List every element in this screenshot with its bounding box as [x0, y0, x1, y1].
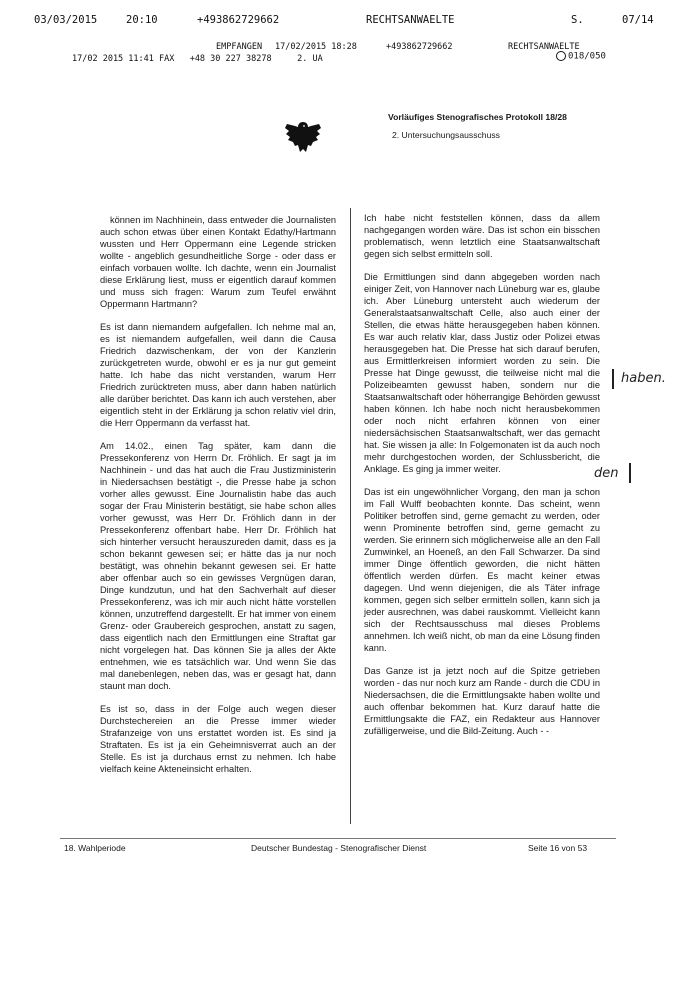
footer-publisher: Deutscher Bundestag - Stenografischer Dienst	[251, 843, 427, 853]
paragraph: Es ist so, dass in der Folge auch wegen dieser Durchstechereien an die Presse immer wieder Strafanzeige von uns erstattet worden ist. Es sind ja Straftaten. Es ist ja ein Geheimnisverrat auch an der Stelle. Es ist ja durchaus ernst zu nehmen. Ich habe vielfach keine Akteneinsicht erhalten.	[100, 704, 336, 774]
paragraph: Das Ganze ist ja jetzt noch auf die Spitze getrieben worden - das nur noch kurz am Rande - durch die CDU in Niedersachsen, die die Ermittlungsakte haben wollte und auch offenbar bekommen hat. Kurz darauf hatte die Ermittlungsakte die FAZ, ein Redakteur aus Hannover zufälligerweise, und die Bild-Zeitung. Auch - -	[364, 666, 600, 736]
paragraph: Die Ermittlungen sind dann abgegeben worden nach einiger Zeit, von Hannover nach Lüneburg war es, glaube ich. Aber Lüneburg untersteht auch wiederum der Generalstaatsanwaltschaft Celle, also auch einer der Stellen, die etwas hätte herausgegeben haben können. Es war auch relativ klar, dass Justiz oder Polizei etwas herausgegeben hat. Die Presse hat sich darauf berufen, aus Ermittlerkreisen informiert worden zu sein. Die Presse hat Dinge gewusst, die teilweise nicht mal die Polizeibeamten gewusst haben, sondern nur die Staatsanwaltschaft oder höherrangige Behörden gewusst haben können. Ich habe noch nicht herausbekommen oder noch nicht erfahren können von einer niedersächsischen Staatsanwaltschaft, wer das gemacht hat. Sie wissen ja alle: In Folgemonaten ist da auch noch mehr durchgestochen worden, der Schlussbericht, die Anklage. Es ging ja immer weiter.	[364, 272, 600, 474]
paragraph: Ich habe nicht feststellen können, dass da allem nachgegangen worden wäre. Das ist schon ein bisschen problematisch, wenn letztlich eine Staatsanwaltschaft gegen sich selbst ermitteln soll.	[364, 213, 600, 259]
margin-mark	[612, 369, 614, 389]
fax-number: +493862729662	[197, 14, 280, 26]
document-subtitle: 2. Untersuchungsausschuss	[392, 130, 500, 140]
fax-page-prefix: S.	[571, 14, 584, 26]
received-number: +493862729662	[386, 42, 453, 52]
fax-sender: RECHTSANWAELTE	[366, 14, 455, 26]
left-column	[100, 214, 336, 786]
document-title: Vorläufiges Stenografisches Protokoll 18/28	[388, 112, 567, 122]
received-label: EMPFANGEN	[216, 42, 263, 52]
column-divider	[350, 208, 351, 824]
stamp-circle-icon	[556, 51, 566, 61]
handwritten-note: haben.	[621, 371, 666, 386]
paragraph: können im Nachhinein, dass entweder die Journalisten auch schon etwas über einen Kontakt Edathy/Hartmann wussten und Herr Oppermann eine Legende stricken wollte - angeblich gesundheitliche Sorge - oder dass er einfach vorbauen wollte. Ich dachte, wenn ein Journalist diese Erklärung liest, muss er eigentlich darauf kommen und muss sich fragen: Warum zum Teufel erwähnt Oppermann Hartmann?	[100, 215, 336, 309]
handwritten-note: den	[594, 466, 619, 481]
fax-origin-line: 17/02 2015 11:41 FAX +48 30 227 38278 2. UA	[72, 54, 323, 64]
fax-time: 20:10	[126, 14, 158, 26]
received-datetime: 17/02/2015 18:28	[275, 42, 357, 52]
footer-page: Seite 16 von 53	[528, 843, 588, 853]
paragraph: Am 14.02., einen Tag später, kam dann die Pressekonferenz von Herrn Dr. Fröhlich. Er sagt ja im Nachhinein - und das hat auch die Frau Justizministerin in Niedersachsen bestätigt -, die Presse habe ja schon vorher alles gewusst. Eine Journalistin habe das auch sogar der Frau Ministerin bestätigt, sie habe schon alles vorher gewusst, was Herr Dr. Fröhlich dann in der Pressekonferenz offenbart habe. Herr Dr. Fröhlich hat sich hinterher versucht herauszureden damit, dass es ja schon bekannt gewesen sei; er hätte das ja nur noch bestätigt, was ohnehin bekannt gewesen sei. Er hatte aber offenbar auch so ein gewisses Vergnügen daran, Dinge kundzutun, und hat den Sachverhalt auf dieser Pressekonferenz, was ich mir auch nicht hätte vorstellen können, unzutreffend dargestellt. Er hat immer von einem Grenz- oder Graubereich gesprochen, anstatt zu sagen, dass eigentlich nach den Ermittlungen eine Straftat gar nicht vorgelegen hat. Das können Sie ja alles der Akte entnehmen, wie es tatsächlich war. Und wenn Sie das mal danebenlegen, neben das, was er gesagt hat, dann staunt man doch.	[100, 441, 336, 691]
stamp-number: 018/050	[568, 51, 606, 62]
bundestag-eagle-icon	[283, 118, 323, 156]
received-sender: RECHTSANWAELTE	[508, 42, 580, 52]
fax-page: 07/14	[622, 14, 654, 26]
footer-rule	[60, 838, 616, 839]
margin-mark	[629, 463, 631, 483]
paragraph: Es ist dann niemandem aufgefallen. Ich nehme mal an, es ist niemandem aufgefallen, weil dann die Causa Friedrich dazwischenkam, der von der Kanzlerin zurückgetreten wurde, obwohl er es ja nur gut gemeint hatte. Ich habe das nicht verstanden, warum Herr Friedrich zurücktreten muss, aber dann haben natürlich alle darüber berichtet. Das kann ich auch verstehen, aber eigentlich steht in der Erklärung ja schon relativ viel drin, die Herr Oppermann da verfasst hat.	[100, 322, 336, 428]
paragraph: Das ist ein ungewöhnlicher Vorgang, den man ja schon im Fall Wulff beobachten konnte. Das scheint, wenn Politiker betroffen sind, gerne gemacht zu werden, oder wenn Prominente betroffen sind, gerne gemacht zu werden. Sie erinnern sich möglicherweise alle an den Fall Zumwinkel, an Hoeneß, an den Fall Schwarzer. Da sind immer Dinge öffentlich geworden, die nicht hätten öffentlich werden dürfen. Es macht keiner etwas dagegen. Und wenn diejenigen, die als Täter infrage kommen, gegen sich selber ermitteln sollen, kann sich ja jeder ausrechnen, was dabei rauskommt. Vielleicht kann sich der Rechtsausschuss mal dieses Problems annehmen. Ich weiß nicht, ob man da eine Lösung finden kann.	[364, 487, 600, 653]
footer-period: 18. Wahlperiode	[64, 843, 126, 853]
right-column	[364, 212, 600, 748]
receive-stamp	[556, 51, 606, 62]
fax-date: 03/03/2015	[34, 14, 98, 26]
